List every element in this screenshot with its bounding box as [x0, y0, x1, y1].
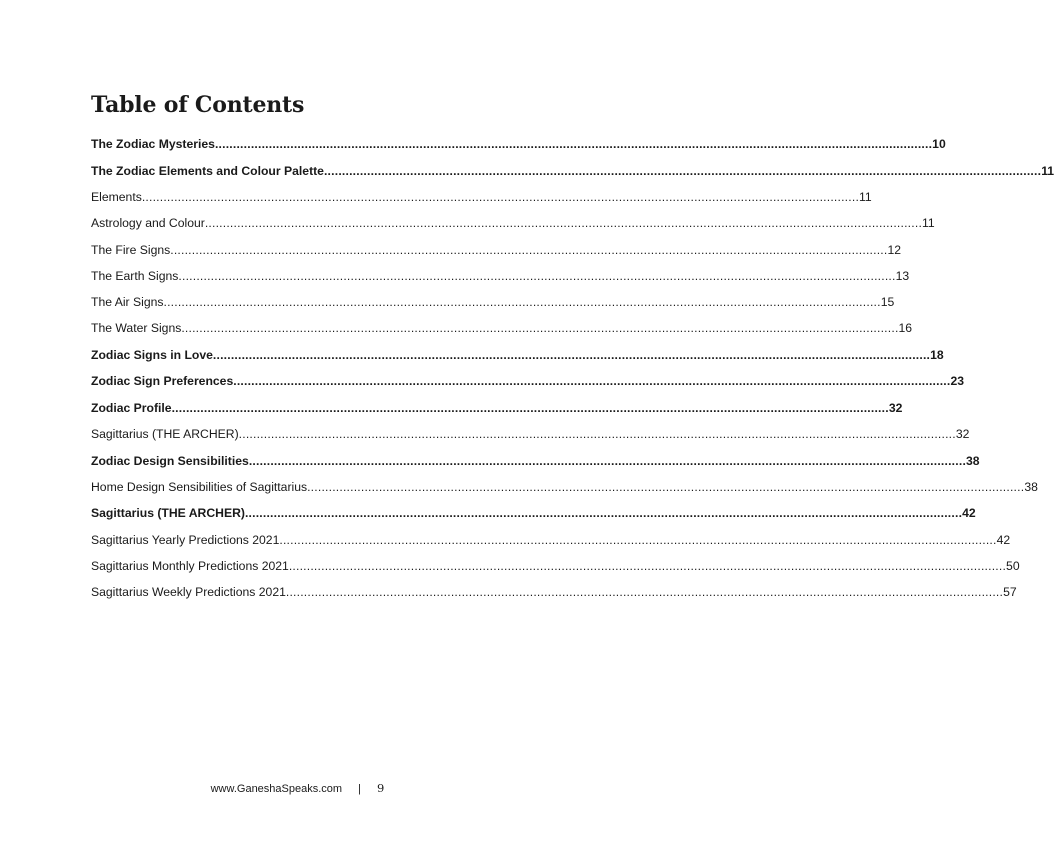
toc-entry-label: The Water Signs — [91, 321, 182, 336]
toc-entry[interactable] — [91, 158, 1054, 185]
toc-entry-label: The Zodiac Mysteries — [91, 137, 215, 151]
toc-entry-page-number: 12 — [887, 242, 902, 257]
toc-entry[interactable] — [91, 448, 980, 475]
toc-entry[interactable] — [91, 553, 1020, 579]
toc-entry-label: The Fire Signs — [91, 242, 171, 257]
toc-entry-page-number: 32 — [955, 427, 970, 442]
toc-entry-label: The Earth Signs — [91, 268, 179, 283]
toc-entry[interactable] — [91, 474, 1038, 500]
toc-entry-label: Home Design Sensibilities of Sagittarius — [91, 480, 308, 495]
toc-entry[interactable] — [91, 527, 1011, 553]
toc-entry-label: Zodiac Sign Preferences — [91, 374, 234, 389]
dot-leader: ........................................................................................................................................................................................................ — [214, 137, 933, 151]
dot-leader: ........................................................................................................................................................................................................ — [178, 268, 896, 283]
dot-leader: ........................................................................................................................................................................................................ — [204, 216, 923, 231]
footer-separator: | — [358, 783, 361, 795]
dot-leader: ........................................................................................................................................................................................................ — [248, 453, 967, 468]
toc-entry-page-number: 15 — [880, 295, 895, 310]
toc-entry-page-number: 57 — [1003, 585, 1017, 600]
toc-entry[interactable] — [91, 210, 935, 236]
toc-entry-label: Sagittarius Weekly Predictions 2021 — [91, 585, 286, 600]
dot-leader: ........................................................................................................................................................................................................ — [238, 427, 956, 442]
toc-entry[interactable] — [91, 421, 970, 447]
dot-leader: ........................................................................................................................................................................................................ — [307, 480, 1025, 495]
dot-leader: ........................................................................................................................................................................................................ — [141, 190, 860, 204]
toc-entry-page-number: 38 — [1024, 480, 1038, 495]
toc-entry-page-number: 23 — [950, 374, 965, 389]
toc-entry-label: Sagittarius Yearly Predictions 2021 — [91, 532, 280, 547]
toc-entry-label: Sagittarius (THE ARCHER) — [91, 427, 239, 442]
dot-leader: ........................................................................................................................................................................................................ — [244, 506, 963, 521]
dot-leader: ........................................................................................................................................................................................................ — [233, 374, 951, 389]
toc-entry-page-number: 11 — [922, 216, 935, 231]
toc-entry-page-number: 18 — [930, 347, 944, 362]
dot-leader: ........................................................................................................................................................................................................ — [288, 559, 1007, 574]
toc-entry[interactable] — [91, 289, 895, 315]
toc-entry-page-number: 38 — [966, 453, 980, 468]
toc-entry-label: Zodiac Profile — [91, 400, 172, 415]
toc-entry[interactable] — [91, 368, 965, 395]
toc-entry-label: Astrology and Colour — [91, 216, 205, 231]
toc-entry[interactable] — [91, 263, 910, 289]
toc-entry-page-number: 10 — [932, 137, 946, 151]
page-footer — [0, 781, 595, 795]
dot-leader: ........................................................................................................................................................................................................ — [279, 532, 997, 547]
toc-entry[interactable] — [91, 395, 903, 422]
toc-entry-label: Sagittarius Monthly Predictions 2021 — [91, 559, 289, 574]
footer-page-number: 9 — [377, 781, 385, 795]
dot-leader: ........................................................................................................................................................................................................ — [170, 242, 888, 257]
toc-entry-label: Sagittarius (THE ARCHER) — [91, 506, 245, 521]
toc-entry-page-number: 13 — [895, 268, 910, 283]
toc-entry[interactable] — [91, 342, 944, 369]
toc-entry-page-number: 11 — [1041, 163, 1054, 178]
dot-leader: ........................................................................................................................................................................................................ — [163, 295, 881, 310]
dot-leader: ........................................................................................................................................................................................................ — [181, 321, 899, 336]
dot-leader: ........................................................................................................................................................................................................ — [171, 400, 889, 415]
page-title: Table of Contents — [91, 92, 305, 118]
dot-leader: ........................................................................................................................................................................................................ — [285, 585, 1004, 600]
toc-entry[interactable] — [91, 579, 1017, 605]
dot-leader: ........................................................................................................................................................................................................ — [323, 163, 1042, 178]
toc-entry[interactable] — [91, 500, 976, 527]
toc-entry[interactable] — [91, 131, 946, 158]
toc-entry[interactable] — [91, 184, 872, 210]
toc-entry-label: Zodiac Signs in Love — [91, 347, 213, 362]
toc-entry-page-number: 16 — [898, 321, 913, 336]
toc-entry[interactable] — [91, 237, 902, 263]
toc-entry[interactable] — [91, 315, 913, 341]
toc-entry-label: Zodiac Design Sensibilities — [91, 453, 249, 468]
toc-entry-page-number: 42 — [962, 506, 976, 521]
toc-entry-label: The Zodiac Elements and Colour Palette — [91, 163, 324, 178]
toc-entry-page-number: 50 — [1006, 559, 1020, 574]
toc-entry-label: The Air Signs — [91, 295, 164, 310]
footer-website[interactable]: www.GaneshaSpeaks.com — [210, 783, 343, 795]
toc-entry-page-number: 32 — [888, 400, 903, 415]
toc-entry-label: Elements — [91, 190, 142, 204]
toc-entry-page-number: 42 — [996, 532, 1011, 547]
dot-leader: ........................................................................................................................................................................................................ — [212, 347, 931, 362]
table-of-contents — [91, 131, 1054, 606]
toc-entry-page-number: 11 — [859, 190, 872, 204]
